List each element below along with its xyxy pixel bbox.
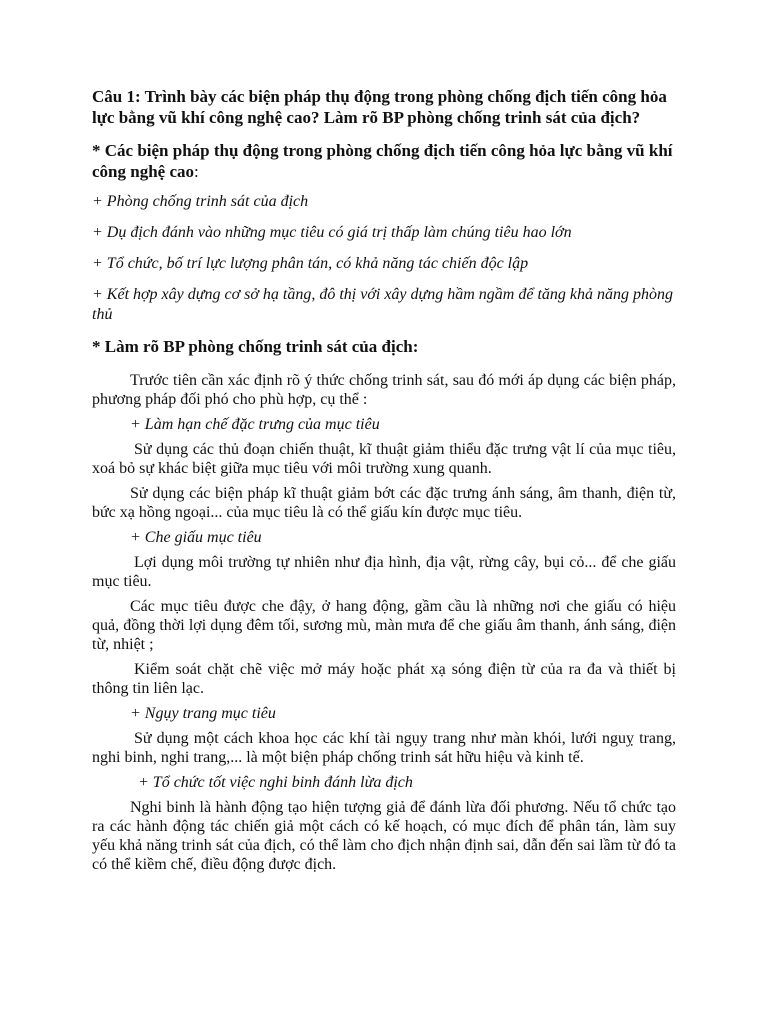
section2-heading: * Làm rõ BP phòng chống trinh sát của địch: bbox=[92, 337, 419, 356]
document-page bbox=[92, 86, 676, 880]
question-title: Câu 1: Trình bày các biện pháp thụ động trong phòng chống địch tiến công hỏa lực bằng vũ khí công nghệ cao? Làm rõ BP phòng chống trinh sát của địch? bbox=[92, 87, 667, 127]
paragraph: Nghi binh là hành động tạo hiện tượng giả để đánh lừa đối phương. Nếu tổ chức tạo ra các hành động tác chiến giả một cách có kế hoạch, có mục đích để phân tán, làm suy yếu khả năng trinh sát của địch, có thể làm cho địch nhận định sai, dẫn đến sai lầm từ đó ta có thể kiềm chế, điều động được địch. bbox=[92, 799, 676, 873]
paragraph: Sử dụng một cách khoa học các khí tài ngụy trang như màn khói, lưới nguỵ trang, nghi binh, nghi trang,... là một biện pháp chống trinh sát hữu hiệu và kinh tế. bbox=[92, 730, 676, 766]
section1-heading-colon: : bbox=[194, 162, 199, 181]
paragraph: Trước tiên cần xác định rõ ý thức chống trinh sát, sau đó mới áp dụng các biện pháp, phương pháp đối phó cho phù hợp, cụ thể : bbox=[92, 372, 676, 408]
subheading: + Làm hạn chế đặc trưng của mục tiêu bbox=[130, 416, 380, 433]
list-item: + Phòng chống trinh sát của địch bbox=[92, 193, 309, 210]
paragraph: Lợi dụng môi trường tự nhiên như địa hình, địa vật, rừng cây, bụi cỏ... để che giấu mục tiêu. bbox=[92, 554, 676, 590]
paragraph: Kiểm soát chặt chẽ việc mở máy hoặc phát xạ sóng điện từ của ra đa và thiết bị thông tin liên lạc. bbox=[92, 661, 676, 697]
subheading: + Che giấu mục tiêu bbox=[130, 529, 262, 546]
list-item: + Tổ chức, bố trí lực lượng phân tán, có khả năng tác chiến độc lập bbox=[92, 255, 529, 272]
paragraph: Các mục tiêu được che đậy, ở hang động, gầm cầu là những nơi che giấu có hiệu quả, đồng thời lợi dụng đêm tối, sương mù, màn mưa để che giấu âm thanh, ánh sáng, điện từ, nhiệt ; bbox=[92, 598, 676, 653]
list-item: + Dụ địch đánh vào những mục tiêu có giá trị thấp làm chúng tiêu hao lớn bbox=[92, 224, 572, 241]
section1-heading-text: * Các biện pháp thụ động trong phòng chống địch tiến công hỏa lực bằng vũ khí công nghệ cao bbox=[92, 141, 673, 181]
paragraph: Sử dụng các thủ đoạn chiến thuật, kĩ thuật giảm thiểu đặc trưng vật lí của mục tiêu, xoá bỏ sự khác biệt giữa mục tiêu với môi trường xung quanh. bbox=[92, 441, 676, 477]
list-item: + Kết hợp xây dựng cơ sở hạ tầng, đô thị với xây dựng hầm ngầm để tăng khả năng phòng thủ bbox=[92, 286, 673, 323]
paragraph: Sử dụng các biện pháp kĩ thuật giảm bớt các đặc trưng ánh sáng, âm thanh, điện từ, bức xạ hồng ngoại... của mục tiêu là có thể giấu kín được mục tiêu. bbox=[92, 485, 676, 521]
section1-heading bbox=[92, 140, 676, 182]
subheading: + Ngụy trang mục tiêu bbox=[130, 705, 276, 722]
subheading: + Tổ chức tốt việc nghi binh đánh lừa địch bbox=[138, 774, 413, 791]
